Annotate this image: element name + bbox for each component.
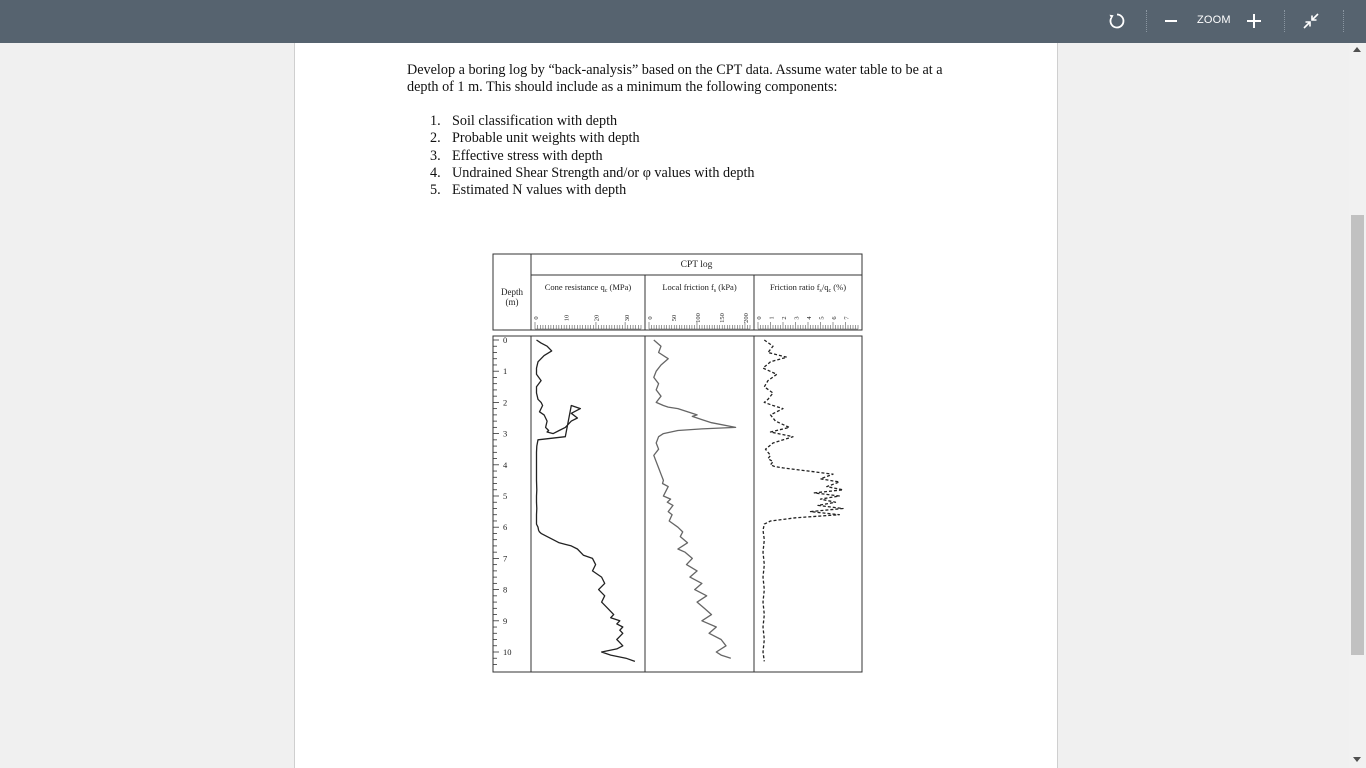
zoom-label: ZOOM [1197,14,1231,26]
scale-tick-label: 50 [671,314,679,322]
scale-tick-label: 5 [818,316,826,320]
depth-tick-label: 0 [503,335,508,345]
toolbar-separator [1284,10,1285,32]
plus-icon [1246,13,1262,29]
depth-tick-label: 4 [503,459,508,470]
task-list [430,113,755,199]
depth-tick-label: 6 [503,522,508,533]
panel-header: Local friction $f_s$ (kPa) [662,282,737,294]
scale-tick-label: 1 [768,316,776,320]
scale-tick-label: 4 [806,316,813,320]
task-item: 4. Undrained Shear Strength and/or φ values with depth [430,164,755,181]
rotate-icon [1108,12,1126,30]
scale-tick-label: 150 [719,313,727,323]
depth-tick-label: 7 [503,553,508,564]
body-frame [493,336,862,672]
scale-tick-label: 2 [781,316,788,320]
scale-tick-label: 0 [756,316,763,320]
task-item: 5. Estimated N values with depth [430,182,627,199]
toolbar-separator [1146,10,1147,32]
depth-tick-label: 2 [503,397,508,408]
toolbar-separator [1343,10,1344,32]
chart-title: CPT log [680,260,713,270]
minus-icon [1164,14,1178,28]
zoom-out-button[interactable] [1160,8,1182,34]
scale-tick-label: 0 [647,316,654,320]
scale-tick-label: 10 [563,314,571,322]
intro-paragraph: Develop a boring log by “back-analysis” based on the CPT data. Assume water table to be at a depth of 1 m. This should include as a minimum the following components: [407,62,943,95]
scale-tick-label: 20 [593,314,601,322]
scroll-up-arrow[interactable] [1353,47,1361,52]
scale-tick-label: 7 [843,316,851,320]
depth-tick-label: 3 [503,428,508,439]
scrollbar-thumb[interactable] [1351,215,1364,655]
panel-header: Cone resistance $q_c$ (MPa) [544,282,632,294]
scale-tick-label: 30 [623,314,631,322]
cpt-log-chart [488,250,868,678]
depth-label: Depth [501,287,523,297]
viewer-toolbar [0,0,1366,43]
scale-tick-label: 3 [793,316,801,320]
rotate-button[interactable] [1104,8,1130,34]
depth-tick-label: 9 [503,615,508,626]
scale-tick-label: 6 [831,316,838,320]
collapse-icon [1302,12,1320,30]
depth-tick-label: 10 [503,647,512,657]
scroll-down-arrow[interactable] [1353,757,1361,762]
scale-tick-label: 100 [695,313,703,323]
cpt-log-figure [488,250,868,678]
depth-tick-label: 1 [503,366,508,377]
depth-unit: (m) [505,297,519,307]
task-item: 1. Soil classification with depth [430,113,618,129]
panel-header: Friction ratio $f_s/q_c$ (%) [769,282,847,294]
fit-page-button[interactable] [1298,8,1324,34]
task-item: 2. Probable unit weights with depth [430,130,640,147]
scale-tick-label: 200 [743,313,751,323]
zoom-in-button[interactable] [1242,8,1266,34]
depth-tick-label: 8 [503,584,508,595]
task-item: 3. Effective stress with depth [430,147,603,164]
scale-tick-label: 0 [533,316,540,320]
depth-tick-label: 5 [503,491,508,501]
